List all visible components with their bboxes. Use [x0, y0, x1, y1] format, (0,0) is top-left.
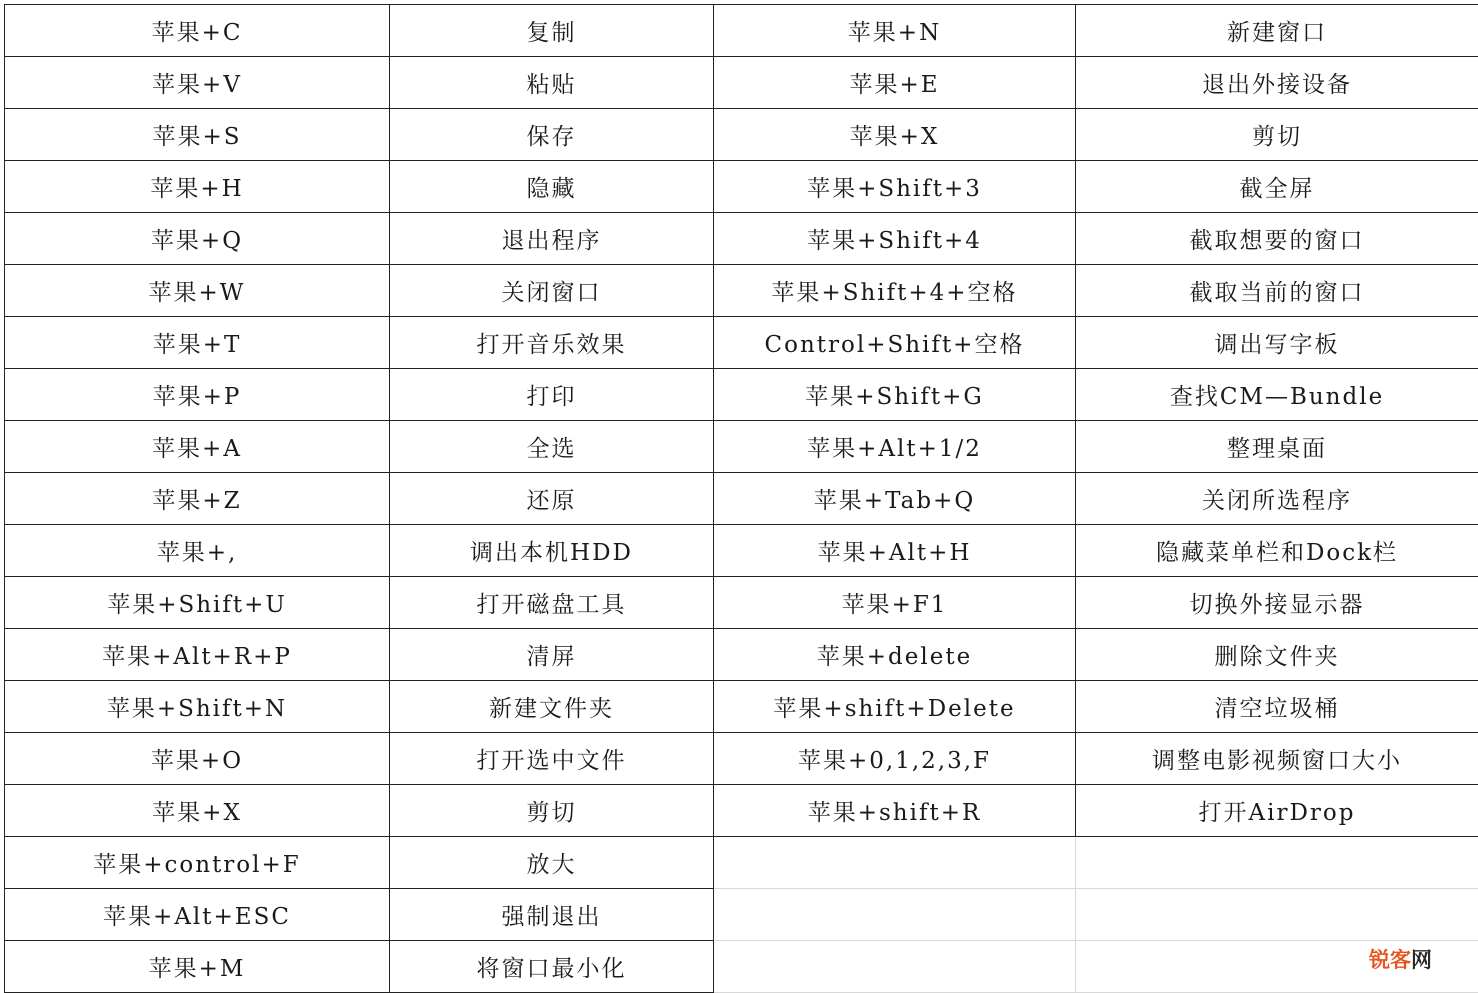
empty-cell	[714, 837, 1076, 889]
shortcut-keys-cell: 苹果+S	[5, 109, 390, 161]
shortcut-keys-cell: 苹果+T	[5, 317, 390, 369]
table-row	[5, 733, 1478, 785]
shortcut-keys-cell: 苹果+delete	[714, 629, 1076, 681]
shortcut-action-cell: 打开选中文件	[390, 733, 714, 785]
shortcut-action-cell: 打开磁盘工具	[390, 577, 714, 629]
table-row	[5, 421, 1478, 473]
table-row	[5, 265, 1478, 317]
shortcut-action-cell: 打开AirDrop	[1076, 785, 1478, 837]
empty-cell	[714, 889, 1076, 941]
shortcut-action-cell: 调出本机HDD	[390, 525, 714, 577]
shortcut-action-cell: 查找CM—Bundle	[1076, 369, 1478, 421]
shortcut-action-cell: 调出写字板	[1076, 317, 1478, 369]
shortcut-action-cell: 截取想要的窗口	[1076, 213, 1478, 265]
shortcut-keys-cell: 苹果+control+F	[5, 837, 390, 889]
empty-cell	[1076, 837, 1478, 889]
table-row	[5, 785, 1478, 837]
shortcut-keys-cell: 苹果+Alt+ESC	[5, 889, 390, 941]
shortcut-keys-cell: 苹果+E	[714, 57, 1076, 109]
shortcut-keys-cell: 苹果+Shift+3	[714, 161, 1076, 213]
shortcut-action-cell: 整理桌面	[1076, 421, 1478, 473]
table-row	[5, 5, 1478, 57]
shortcut-action-cell: 清屏	[390, 629, 714, 681]
shortcut-action-cell: 退出程序	[390, 213, 714, 265]
shortcut-keys-cell: 苹果+C	[5, 5, 390, 57]
shortcut-action-cell: 删除文件夹	[1076, 629, 1478, 681]
site-watermark	[1369, 944, 1432, 974]
shortcut-keys-cell: 苹果+M	[5, 941, 390, 993]
table-row	[5, 213, 1478, 265]
shortcut-action-cell: 新建文件夹	[390, 681, 714, 733]
shortcut-keys-cell: 苹果+Alt+H	[714, 525, 1076, 577]
table-row	[5, 317, 1478, 369]
shortcut-keys-cell: 苹果+Z	[5, 473, 390, 525]
shortcut-table-body	[5, 5, 1478, 993]
shortcut-action-cell: 保存	[390, 109, 714, 161]
shortcut-action-cell: 隐藏	[390, 161, 714, 213]
table-row	[5, 57, 1478, 109]
shortcut-action-cell: 调整电影视频窗口大小	[1076, 733, 1478, 785]
shortcut-keys-cell: 苹果+V	[5, 57, 390, 109]
table-row	[5, 577, 1478, 629]
shortcut-action-cell: 将窗口最小化	[390, 941, 714, 993]
shortcut-action-cell: 截全屏	[1076, 161, 1478, 213]
shortcut-table	[4, 4, 1478, 993]
shortcut-keys-cell: 苹果+F1	[714, 577, 1076, 629]
table-row	[5, 473, 1478, 525]
shortcut-keys-cell: 苹果+0,1,2,3,F	[714, 733, 1076, 785]
shortcut-action-cell: 关闭窗口	[390, 265, 714, 317]
shortcut-keys-cell: 苹果+H	[5, 161, 390, 213]
shortcut-action-cell: 强制退出	[390, 889, 714, 941]
shortcut-keys-cell: 苹果+shift+Delete	[714, 681, 1076, 733]
shortcut-action-cell: 退出外接设备	[1076, 57, 1478, 109]
shortcut-keys-cell: 苹果+Shift+U	[5, 577, 390, 629]
empty-cell	[1076, 889, 1478, 941]
shortcut-keys-cell: 苹果+Shift+N	[5, 681, 390, 733]
shortcut-action-cell: 截取当前的窗口	[1076, 265, 1478, 317]
shortcut-keys-cell: 苹果+O	[5, 733, 390, 785]
empty-cell	[714, 941, 1076, 993]
shortcut-keys-cell: 苹果+,	[5, 525, 390, 577]
table-row	[5, 161, 1478, 213]
shortcut-keys-cell: 苹果+N	[714, 5, 1076, 57]
shortcut-keys-cell: 苹果+A	[5, 421, 390, 473]
shortcut-action-cell: 复制	[390, 5, 714, 57]
shortcut-keys-cell: 苹果+Shift+4	[714, 213, 1076, 265]
shortcut-keys-cell: 苹果+Tab+Q	[714, 473, 1076, 525]
watermark-part-1: 锐客	[1369, 948, 1411, 972]
table-row	[5, 941, 1478, 993]
shortcut-keys-cell: 苹果+Shift+G	[714, 369, 1076, 421]
shortcut-keys-cell: 苹果+W	[5, 265, 390, 317]
shortcut-keys-cell: 苹果+Alt+1/2	[714, 421, 1076, 473]
table-row	[5, 525, 1478, 577]
watermark-part-2: 网	[1411, 948, 1432, 972]
shortcut-action-cell: 粘贴	[390, 57, 714, 109]
shortcut-action-cell: 关闭所选程序	[1076, 473, 1478, 525]
shortcut-action-cell: 打印	[390, 369, 714, 421]
table-row	[5, 681, 1478, 733]
shortcut-action-cell: 剪切	[390, 785, 714, 837]
shortcut-action-cell: 放大	[390, 837, 714, 889]
shortcut-action-cell: 打开音乐效果	[390, 317, 714, 369]
shortcut-keys-cell: 苹果+Q	[5, 213, 390, 265]
shortcut-action-cell: 剪切	[1076, 109, 1478, 161]
shortcut-keys-cell: 苹果+Alt+R+P	[5, 629, 390, 681]
shortcut-action-cell: 新建窗口	[1076, 5, 1478, 57]
shortcut-action-cell: 隐藏菜单栏和Dock栏	[1076, 525, 1478, 577]
table-row	[5, 109, 1478, 161]
shortcut-keys-cell: 苹果+shift+R	[714, 785, 1076, 837]
shortcut-action-cell: 全选	[390, 421, 714, 473]
shortcut-action-cell: 还原	[390, 473, 714, 525]
shortcut-action-cell: 清空垃圾桶	[1076, 681, 1478, 733]
shortcut-keys-cell: 苹果+P	[5, 369, 390, 421]
table-row	[5, 837, 1478, 889]
shortcut-keys-cell: 苹果+Shift+4+空格	[714, 265, 1076, 317]
shortcut-keys-cell: Control+Shift+空格	[714, 317, 1076, 369]
table-row	[5, 629, 1478, 681]
shortcut-keys-cell: 苹果+X	[5, 785, 390, 837]
shortcut-action-cell: 切换外接显示器	[1076, 577, 1478, 629]
table-row	[5, 369, 1478, 421]
shortcut-keys-cell: 苹果+X	[714, 109, 1076, 161]
table-row	[5, 889, 1478, 941]
